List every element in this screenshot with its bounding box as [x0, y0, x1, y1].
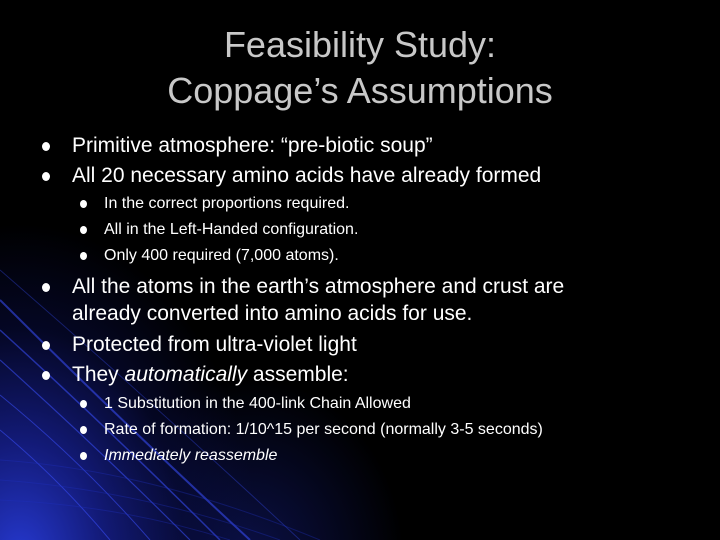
bullet-dot-icon [80, 200, 87, 208]
sub-bullet-text: Only 400 required (7,000 atoms). [104, 247, 339, 264]
sub-bullet-left-handed [104, 217, 358, 243]
bullet-text-line-2: already converted into amino acids for use. [72, 302, 473, 325]
bullet-dot-icon [80, 426, 87, 434]
sub-bullet-reassemble [104, 443, 277, 469]
bullet-text-post: assemble: [247, 363, 349, 386]
title-line-1: Feasibility Study: [223, 24, 497, 65]
sub-bullet-one-substitution [104, 391, 411, 417]
bullet-dot-icon [42, 341, 50, 350]
bullet-dot-icon [80, 252, 87, 260]
bullet-automatically-assemble [72, 361, 349, 388]
bullet-dot-icon [80, 400, 87, 408]
sub-bullet-correct-proportions [104, 191, 349, 217]
sub-bullet-text: In the correct proportions required. [104, 195, 350, 212]
bullet-uv-protection [72, 331, 357, 358]
bullet-text: Protected from ultra-violet light [72, 333, 357, 356]
sub-bullet-text: 1 Substitution in the 400-link Chain Allowed [104, 395, 411, 412]
bullet-dot-icon [80, 452, 87, 460]
title-line-2: Coppage’s Assumptions [167, 70, 553, 111]
bullet-primitive-atmosphere [72, 132, 433, 159]
bullet-dot-icon [42, 283, 50, 292]
bullet-text: Primitive atmosphere: “pre-biotic soup” [72, 134, 433, 157]
bullet-dot-icon [42, 371, 50, 380]
bullet-text-emphasis: automatically [124, 363, 248, 386]
sub-bullet-text: Rate of formation: 1/10^15 per second (normally 3-5 seconds) [104, 421, 543, 438]
sub-bullet-only-400 [104, 243, 339, 269]
sub-bullet-text: Immediately reassemble [104, 447, 278, 464]
bullet-atoms-converted [72, 273, 564, 327]
bullet-dot-icon [42, 172, 50, 181]
sub-bullet-rate-of-formation [104, 417, 543, 443]
bullet-dot-icon [42, 142, 50, 151]
bullet-text: All 20 necessary amino acids have already formed [72, 164, 542, 187]
bullet-text-pre: They [72, 363, 125, 386]
sub-bullet-text: All in the Left-Handed configuration. [104, 221, 359, 238]
bullet-text-line-1: All the atoms in the earth’s atmosphere and crust are [72, 275, 565, 298]
bullet-dot-icon [80, 226, 87, 234]
bullet-amino-acids-formed [72, 162, 541, 189]
